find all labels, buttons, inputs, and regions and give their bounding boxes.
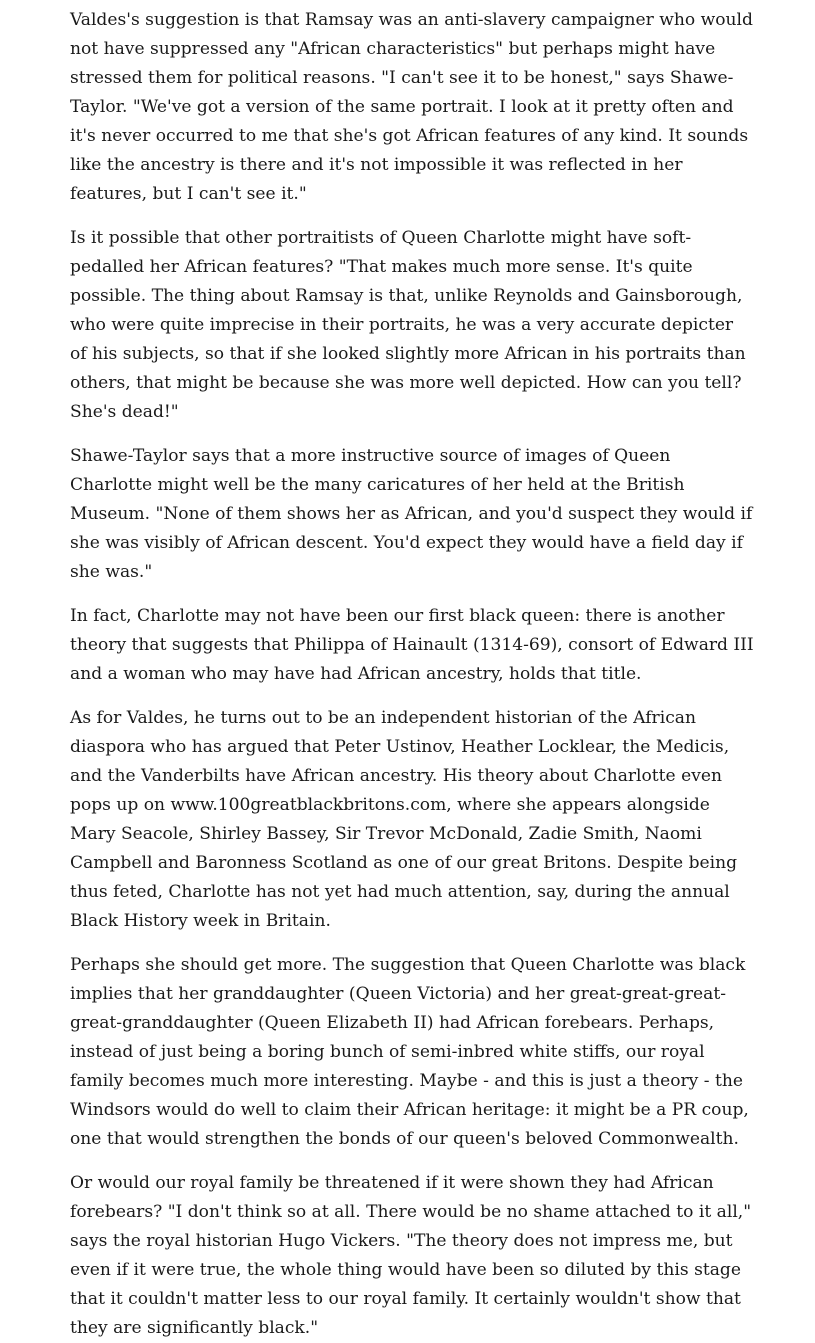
- paragraph-6: Perhaps she should get more. The suggestion that Queen Charlotte was black implies that her granddaughter (Queen Victoria) and her great-great-great-great-granddaughter (Queen Elizabeth II) had African forebears. Perhaps, instead of just being a boring bunch of semi-inbred white stiffs, our royal family becomes much more interesting. Maybe - and this is just a theory - the Windsors would do well to claim their African heritage: it might be a PR coup, one that would strengthen the bonds of our queen's beloved Commonwealth.: [70, 955, 749, 1149]
- paragraph-1: Valdes's suggestion is that Ramsay was an anti-slavery campaigner who would not have suppressed any "African characteristics" but perhaps might have stressed them for political reasons. "I can't see it to be honest," says Shawe-Taylor. "We've got a version of the same portrait. I look at it pretty often and it's never occurred to me that she's got African features of any kind. It sounds like the ancestry is there and it's not impossible it was reflected in her features, but I can't see it.": [70, 10, 753, 204]
- paragraph-2: Is it possible that other portraitists of Queen Charlotte might have soft-pedalled her African features? "That makes much more sense. It's quite possible. The thing about Ramsay is that, unlike Reynolds and Gainsborough, who were quite imprecise in their portraits, he was a very accurate depicter of his subjects, so that if she looked slightly more African in his portraits than others, that might be because she was more well depicted. How can you tell? She's dead!": [70, 228, 746, 422]
- paragraph-4: In fact, Charlotte may not have been our first black queen: there is another theory that suggests that Philippa of Hainault (1314-69), consort of Edward III and a woman who may have had African ancestry, holds that title.: [70, 606, 754, 684]
- paragraph-7: Or would our royal family be threatened if it were shown they had African forebears? "I don't think so at all. There would be no shame attached to it all," says the royal historian Hugo Vickers. "The theory does not impress me, but even if it were true, the whole thing would have been so diluted by this stage that it couldn't matter less to our royal family. It certainly wouldn't show that they are significantly black.": [70, 1173, 752, 1338]
- paragraph-5: As for Valdes, he turns out to be an independent historian of the African diaspora who has argued that Peter Ustinov, Heather Locklear, the Medicis, and the Vanderbilts have African ancestry. His theory about Charlotte even pops up on www.100greatblackbritons.com, where she appears alongside Mary Seacole, Shirley Bassey, Sir Trevor McDonald, Zadie Smith, Naomi Campbell and Baronness Scotland as one of our great Britons. Despite being thus feted, Charlotte has not yet had much attention, say, during the annual Black History week in Britain.: [70, 708, 738, 931]
- paragraph-3: Shawe-Taylor says that a more instructive source of images of Queen Charlotte might well be the many caricatures of her held at the British Museum. "None of them shows her as African, and you'd suspect they would if she was visibly of African descent. You'd expect they would have a field day if she was.": [70, 446, 753, 582]
